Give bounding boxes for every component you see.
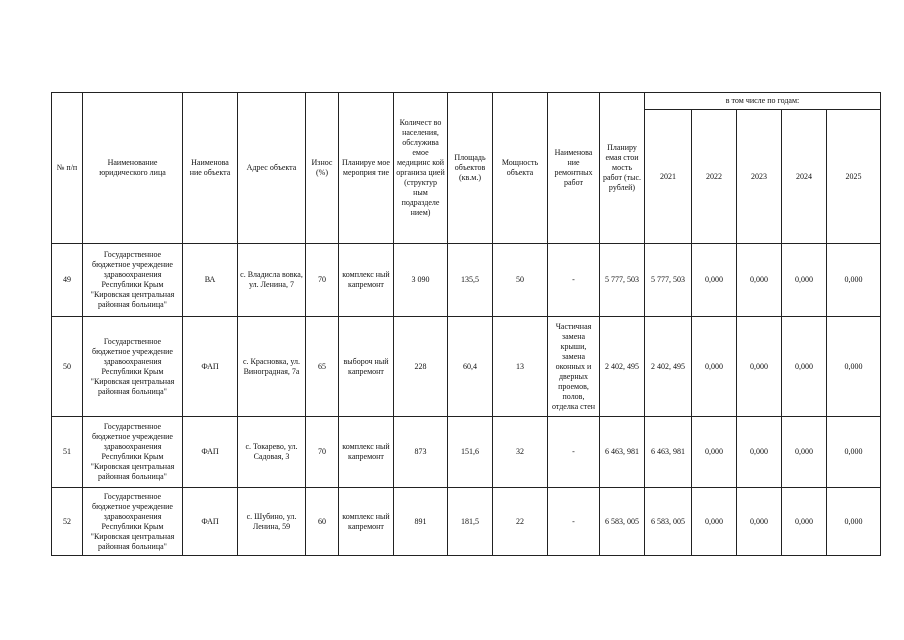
row-works: Частичная замена крыши, замена оконных и дверных проемов, полов, отделка стен bbox=[548, 317, 600, 417]
row-population: 873 bbox=[394, 417, 448, 488]
row-year-value: 5 777, 503 bbox=[645, 244, 692, 317]
row-area: 181,5 bbox=[448, 488, 493, 556]
row-area: 60,4 bbox=[448, 317, 493, 417]
row-year-value: 0,000 bbox=[692, 317, 737, 417]
row-object: ФАП bbox=[183, 317, 238, 417]
row-num: 52 bbox=[52, 488, 83, 556]
row-org: Государственное бюджетное учреждение здравоохранения Республики Крым "Кировская центральная районная больница" bbox=[83, 244, 183, 317]
header-num: № п/п bbox=[52, 93, 83, 244]
row-works: - bbox=[548, 244, 600, 317]
row-population: 228 bbox=[394, 317, 448, 417]
repair-plan-table bbox=[51, 92, 881, 556]
row-year-value: 0,000 bbox=[737, 317, 782, 417]
row-year-value: 6 583, 005 bbox=[645, 488, 692, 556]
row-object: ФАП bbox=[183, 417, 238, 488]
row-year-value: 0,000 bbox=[737, 244, 782, 317]
row-address: с. Токарево, ул. Садовая, 3 bbox=[238, 417, 306, 488]
row-year-value: 2 402, 495 bbox=[645, 317, 692, 417]
row-plan: комплекс ный капремонт bbox=[339, 417, 394, 488]
row-capacity: 13 bbox=[493, 317, 548, 417]
row-wear: 65 bbox=[306, 317, 339, 417]
header-capacity: Мощность объекта bbox=[493, 93, 548, 244]
row-num: 50 bbox=[52, 317, 83, 417]
header-year: 2023 bbox=[737, 110, 782, 244]
row-year-value: 6 463, 981 bbox=[645, 417, 692, 488]
row-year-value: 0,000 bbox=[782, 244, 827, 317]
header-years-group: в том числе по годам: bbox=[645, 93, 881, 110]
row-plan: выбороч ный капремонт bbox=[339, 317, 394, 417]
header-address: Адрес объекта bbox=[238, 93, 306, 244]
header-wear: Износ (%) bbox=[306, 93, 339, 244]
row-year-value: 0,000 bbox=[692, 488, 737, 556]
row-address: с. Владисла вовка, ул. Ленина, 7 bbox=[238, 244, 306, 317]
row-org: Государственное бюджетное учреждение здравоохранения Республики Крым "Кировская центральная районная больница" bbox=[83, 417, 183, 488]
table-row bbox=[52, 488, 881, 556]
row-works: - bbox=[548, 417, 600, 488]
row-cost: 6 583, 005 bbox=[600, 488, 645, 556]
row-org: Государственное бюджетное учреждение здравоохранения Республики Крым "Кировская центральная районная больница" bbox=[83, 317, 183, 417]
row-year-value: 0,000 bbox=[692, 417, 737, 488]
row-year-value: 0,000 bbox=[737, 417, 782, 488]
row-cost: 2 402, 495 bbox=[600, 317, 645, 417]
table-row bbox=[52, 417, 881, 488]
row-year-value: 0,000 bbox=[827, 417, 881, 488]
row-wear: 60 bbox=[306, 488, 339, 556]
header-population: Количест во населения, обслужива емое медицинс кой организа цией (структур ным подразделе нием) bbox=[394, 93, 448, 244]
header-org: Наименование юридического лица bbox=[83, 93, 183, 244]
row-wear: 70 bbox=[306, 417, 339, 488]
row-works: - bbox=[548, 488, 600, 556]
row-plan: комплекс ный капремонт bbox=[339, 488, 394, 556]
row-wear: 70 bbox=[306, 244, 339, 317]
header-object: Наименова ние объекта bbox=[183, 93, 238, 244]
header-year: 2025 bbox=[827, 110, 881, 244]
row-cost: 5 777, 503 bbox=[600, 244, 645, 317]
row-year-value: 0,000 bbox=[782, 317, 827, 417]
row-year-value: 0,000 bbox=[827, 488, 881, 556]
row-area: 135,5 bbox=[448, 244, 493, 317]
row-year-value: 0,000 bbox=[827, 317, 881, 417]
row-population: 3 090 bbox=[394, 244, 448, 317]
row-capacity: 32 bbox=[493, 417, 548, 488]
header-area: Площадь объектов (кв.м.) bbox=[448, 93, 493, 244]
row-population: 891 bbox=[394, 488, 448, 556]
row-capacity: 22 bbox=[493, 488, 548, 556]
row-year-value: 0,000 bbox=[692, 244, 737, 317]
row-capacity: 50 bbox=[493, 244, 548, 317]
header-works: Наименова ние ремонтных работ bbox=[548, 93, 600, 244]
row-address: с. Шубино, ул. Ленина, 59 bbox=[238, 488, 306, 556]
table-row bbox=[52, 244, 881, 317]
header-year: 2021 bbox=[645, 110, 692, 244]
row-org: Государственное бюджетное учреждение здравоохранения Республики Крым "Кировская центральная районная больница" bbox=[83, 488, 183, 556]
header-cost: Планиру емая стои мость работ (тыс. рублей) bbox=[600, 93, 645, 244]
row-num: 51 bbox=[52, 417, 83, 488]
row-year-value: 0,000 bbox=[827, 244, 881, 317]
row-year-value: 0,000 bbox=[782, 488, 827, 556]
table-row bbox=[52, 317, 881, 417]
row-area: 151,6 bbox=[448, 417, 493, 488]
header-year: 2024 bbox=[782, 110, 827, 244]
row-address: с. Красновка, ул. Виноградная, 7а bbox=[238, 317, 306, 417]
row-object: ВА bbox=[183, 244, 238, 317]
header-year: 2022 bbox=[692, 110, 737, 244]
row-year-value: 0,000 bbox=[782, 417, 827, 488]
row-plan: комплекс ный капремонт bbox=[339, 244, 394, 317]
row-cost: 6 463, 981 bbox=[600, 417, 645, 488]
header-plan: Планируе мое мероприя тие bbox=[339, 93, 394, 244]
row-year-value: 0,000 bbox=[737, 488, 782, 556]
row-object: ФАП bbox=[183, 488, 238, 556]
row-num: 49 bbox=[52, 244, 83, 317]
